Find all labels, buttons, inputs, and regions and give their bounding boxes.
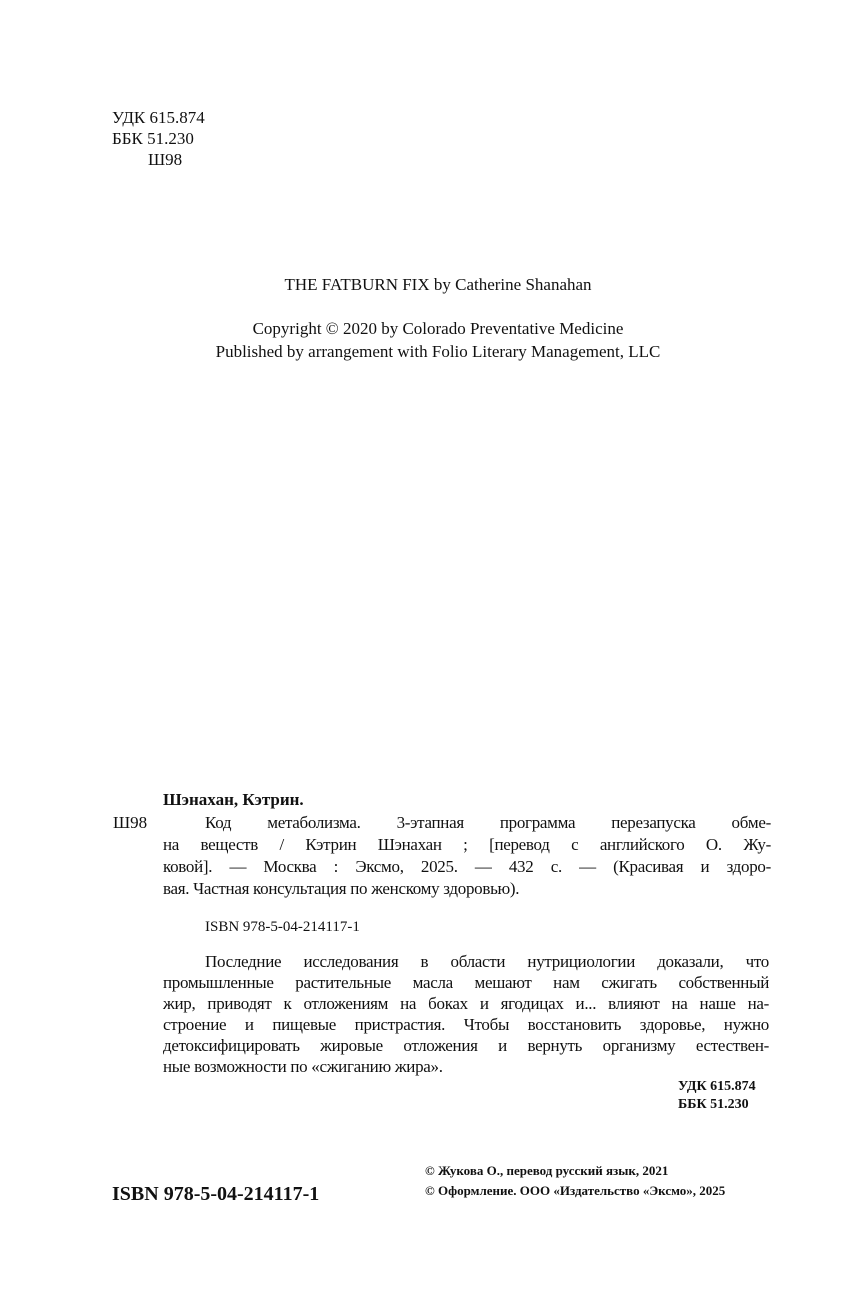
translation-rights: © Жукова О., перевод русский язык, 2021: [425, 1163, 669, 1178]
description-line: вая. Частная консультация по женскому здоровью).: [163, 879, 520, 898]
abstract-line: детоксифицировать жировые отложения и вернуть организму естествен-: [163, 1036, 769, 1055]
udk-code: УДК 615.874: [112, 108, 205, 127]
description-line: на веществ / Кэтрин Шэнахан ; [перевод с английского О. Жу-: [163, 835, 771, 854]
footer-isbn: ISBN 978-5-04-214117-1: [112, 1183, 320, 1205]
copyright-line: Copyright © 2020 by Colorado Preventative Medicine: [252, 319, 624, 338]
footer-udk-code: УДК 615.874: [678, 1079, 756, 1094]
abstract-line: промышленные растительные масла мешают нам сжигать собственный: [163, 973, 769, 992]
abstract-line: жир, приводят к отложениям на боках и ягодицах и... влияют на наше на-: [163, 994, 769, 1013]
catalog-isbn: ISBN 978-5-04-214117-1: [205, 919, 360, 935]
abstract-line: строение и пищевые пристрастия. Чтобы восстановить здоровье, нужно: [163, 1015, 769, 1034]
footer-bbk-code: ББК 51.230: [678, 1097, 749, 1112]
catalog-author-heading: Шэнахан, Кэтрин.: [163, 790, 304, 809]
author-mark: Ш98: [148, 150, 183, 169]
description-line: ковой]. — Москва : Эксмо, 2025. — 432 с. — (Красивая и здоро-: [163, 857, 771, 876]
abstract-line: Последние исследования в области нутрициологии доказали, что: [205, 952, 769, 971]
catalog-author-mark: Ш98: [113, 813, 148, 832]
abstract-line: ные возможности по «сжиганию жира».: [163, 1057, 443, 1076]
bbk-code: ББК 51.230: [112, 129, 194, 148]
publishing-arrangement: Published by arrangement with Folio Literary Management, LLC: [215, 342, 661, 361]
abstract: [163, 951, 769, 1077]
original-title: THE FATBURN FIX by Catherine Shanahan: [284, 275, 592, 294]
description-line: Код метаболизма. 3-этапная программа перезапуска обме-: [205, 813, 771, 832]
catalog-description: [163, 812, 771, 900]
design-rights: © Оформление. ООО «Издательство «Эксмо», 2025: [425, 1183, 726, 1198]
